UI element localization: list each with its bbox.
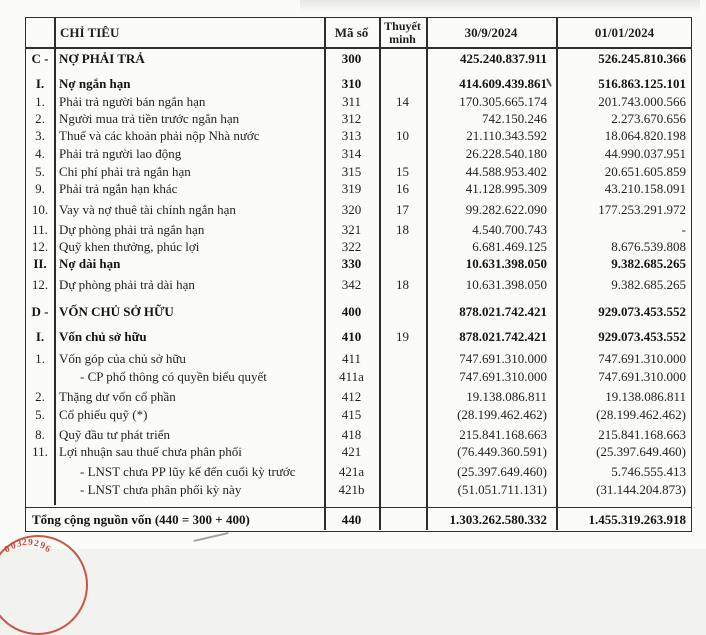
row-code: 330 bbox=[341, 256, 362, 271]
row-label bbox=[26, 368, 54, 385]
row-code: 411 bbox=[341, 351, 362, 366]
row-label: 8. bbox=[35, 427, 45, 442]
row-value-current: (25.397.649.460) bbox=[457, 464, 547, 479]
row-value-start: (28.199.462.462) bbox=[596, 407, 686, 422]
row-note: 14 bbox=[396, 94, 409, 109]
row-title: Vay và nợ thuê tài chính ngắn hạn bbox=[59, 202, 236, 217]
row-value-start: 177.253.291.972 bbox=[598, 202, 686, 217]
row-code: 410 bbox=[341, 329, 362, 344]
row-value-current: 414.609.439.861 bbox=[459, 76, 547, 91]
table-row bbox=[26, 481, 691, 498]
row-label: 2. bbox=[35, 389, 45, 404]
row-value-start: 526.245.810.366 bbox=[598, 51, 686, 66]
row-value-current: 878.021.742.421 bbox=[459, 304, 547, 319]
table-row bbox=[26, 238, 691, 255]
row-label: 1. bbox=[35, 94, 45, 109]
row-note bbox=[379, 75, 426, 92]
row-title: VỐN CHỦ SỞ HỮU bbox=[59, 304, 174, 319]
row-value-start: 9.382.685.265 bbox=[611, 256, 686, 271]
row-note bbox=[379, 255, 426, 272]
row-value-start: 18.064.820.198 bbox=[604, 128, 686, 143]
row-label: I. bbox=[35, 329, 45, 344]
row-note bbox=[379, 426, 426, 443]
row-value-start: 929.073.453.552 bbox=[598, 304, 686, 319]
row-label: 11. bbox=[32, 222, 48, 237]
row-value-current: 10.631.398.050 bbox=[465, 256, 547, 271]
row-code: 322 bbox=[341, 239, 362, 254]
row-note bbox=[379, 145, 426, 162]
row-value-current: 878.021.742.421 bbox=[459, 329, 547, 344]
table-row bbox=[26, 276, 691, 293]
row-title: Người mua trả tiền trước ngắn hạn bbox=[59, 111, 240, 126]
row-value-start: 516.863.125.101 bbox=[598, 76, 686, 91]
row-title: Thuế và các khoản phải nộp Nhà nước bbox=[59, 128, 260, 143]
row-label: 9. bbox=[35, 181, 45, 196]
row-title: Chi phí phải trả ngắn hạn bbox=[59, 164, 191, 179]
row-code: 415 bbox=[341, 407, 362, 422]
row-title: Nợ ngắn hạn bbox=[59, 76, 131, 91]
row-title: Vốn chủ sở hữu bbox=[59, 329, 147, 344]
row-note bbox=[379, 368, 426, 385]
header-criteria: CHỈ TIÊU bbox=[60, 25, 120, 40]
row-title: Phải trả ngắn hạn khác bbox=[59, 181, 178, 196]
row-label bbox=[26, 463, 54, 480]
row-value-current: 19.138.086.811 bbox=[466, 389, 547, 404]
row-label: 3. bbox=[35, 128, 45, 143]
scan-smudge bbox=[300, 0, 700, 12]
table-row bbox=[26, 443, 691, 460]
total-row bbox=[26, 507, 691, 532]
row-code: 311 bbox=[341, 94, 362, 109]
row-code: 421 bbox=[341, 444, 362, 459]
row-label: D - bbox=[31, 304, 49, 319]
row-title: Phải trả người bán ngắn hạn bbox=[59, 94, 206, 109]
red-stamp-digits: 0 0 3 2 9 2 9 6 bbox=[3, 537, 53, 556]
table-row bbox=[26, 328, 691, 345]
table-row bbox=[26, 93, 691, 110]
row-code: 315 bbox=[341, 164, 362, 179]
row-title: NỢ PHẢI TRẢ bbox=[59, 51, 145, 66]
row-label: 4. bbox=[35, 146, 45, 161]
row-value-start: 9.382.685.265 bbox=[611, 277, 686, 292]
row-label: 1. bbox=[35, 351, 45, 366]
table-row bbox=[26, 201, 691, 218]
row-value-start: 747.691.310.000 bbox=[598, 351, 686, 366]
row-title: - LNST chưa PP lũy kế đến cuối kỳ trước bbox=[80, 464, 296, 479]
row-note: 10 bbox=[396, 128, 409, 143]
row-value-current: 41.128.995.309 bbox=[465, 181, 547, 196]
total-code: 440 bbox=[341, 511, 362, 527]
row-label: 11. bbox=[32, 444, 48, 459]
row-code: 321 bbox=[341, 222, 362, 237]
table-row bbox=[26, 110, 691, 127]
table-row bbox=[26, 75, 691, 92]
row-label: II. bbox=[33, 256, 47, 271]
row-note: 15 bbox=[396, 164, 409, 179]
table-row bbox=[26, 368, 691, 385]
row-code: 342 bbox=[341, 277, 362, 292]
table-row bbox=[26, 463, 691, 480]
row-value-start: 44.990.037.951 bbox=[604, 146, 686, 161]
row-value-start: 201.743.000.566 bbox=[598, 94, 686, 109]
table-row bbox=[26, 303, 691, 320]
table-row bbox=[26, 50, 691, 67]
table-row bbox=[26, 426, 691, 443]
row-value-start: - bbox=[681, 222, 686, 237]
row-value-current: (76.449.360.591) bbox=[457, 444, 547, 459]
table-row bbox=[26, 221, 691, 238]
row-value-start: 19.138.086.811 bbox=[605, 389, 686, 404]
header-period-start: 01/01/2024 bbox=[594, 25, 655, 40]
table-row bbox=[26, 145, 691, 162]
row-value-current: (51.051.711.131) bbox=[457, 482, 547, 497]
row-title: Cổ phiếu quỹ (*) bbox=[59, 407, 148, 422]
row-note: 17 bbox=[396, 202, 409, 217]
row-value-current: 6.681.469.125 bbox=[472, 239, 547, 254]
row-note bbox=[379, 443, 426, 460]
row-note bbox=[379, 481, 426, 498]
row-value-start: 5.746.555.413 bbox=[611, 464, 686, 479]
row-value-current: 742.150.246 bbox=[482, 111, 547, 126]
row-note bbox=[379, 50, 426, 67]
row-value-current: 215.841.168.663 bbox=[459, 427, 547, 442]
row-label: 12. bbox=[31, 239, 49, 254]
row-title: Dự phòng phải trả dài hạn bbox=[59, 277, 195, 292]
row-value-current: 170.305.665.174 bbox=[459, 94, 547, 109]
row-label: 12. bbox=[31, 277, 49, 292]
row-title: Quỹ khen thưởng, phúc lợi bbox=[59, 239, 200, 254]
table-row bbox=[26, 388, 691, 405]
row-value-start: 8.676.539.808 bbox=[611, 239, 686, 254]
row-note bbox=[379, 303, 426, 320]
row-code: 310 bbox=[341, 76, 362, 91]
row-code: 412 bbox=[341, 389, 362, 404]
table-body bbox=[26, 18, 691, 505]
row-value-current: 99.282.622.090 bbox=[465, 202, 547, 217]
row-note: 18 bbox=[396, 222, 409, 237]
row-value-current: 10.631.398.050 bbox=[465, 277, 547, 292]
row-code: 421b bbox=[338, 482, 365, 497]
row-note: 16 bbox=[396, 181, 409, 196]
row-title: Vốn góp của chủ sở hữu bbox=[59, 351, 186, 366]
row-label: 2. bbox=[35, 111, 45, 126]
row-title: Thặng dư vốn cổ phần bbox=[59, 389, 176, 404]
row-note bbox=[379, 350, 426, 367]
row-code: 411a bbox=[339, 369, 364, 384]
row-code: 300 bbox=[341, 51, 362, 66]
row-note bbox=[379, 388, 426, 405]
row-code: 320 bbox=[341, 202, 362, 217]
row-title: Dự phòng phải trả ngắn hạn bbox=[59, 222, 205, 237]
row-value-current: 747.691.310.000 bbox=[459, 369, 547, 384]
row-note bbox=[379, 238, 426, 255]
row-value-current: (28.199.462.462) bbox=[457, 407, 547, 422]
row-value-current: 747.691.310.000 bbox=[459, 351, 547, 366]
row-code: 319 bbox=[341, 181, 362, 196]
total-value-start: 1.455.319.263.918 bbox=[588, 511, 686, 527]
row-code: 314 bbox=[341, 146, 362, 161]
table-row bbox=[26, 127, 691, 144]
table-row bbox=[26, 180, 691, 197]
row-label: I. bbox=[35, 76, 45, 91]
row-code: 312 bbox=[341, 111, 362, 126]
row-note bbox=[379, 463, 426, 480]
table-row bbox=[26, 255, 691, 272]
row-value-start: 747.691.310.000 bbox=[598, 369, 686, 384]
row-value-current: 44.588.953.402 bbox=[465, 164, 547, 179]
row-note: 19 bbox=[396, 329, 409, 344]
row-title: Phải trả người lao động bbox=[59, 146, 182, 161]
row-code: 313 bbox=[341, 128, 362, 143]
row-value-current: 4.540.700.743 bbox=[472, 222, 547, 237]
row-title: Quỹ đầu tư phát triển bbox=[59, 427, 171, 442]
table-row bbox=[26, 163, 691, 180]
row-label: 10. bbox=[31, 202, 49, 217]
row-code: 400 bbox=[341, 304, 362, 319]
row-title: Nợ dài hạn bbox=[59, 256, 121, 271]
row-value-current: 26.228.540.180 bbox=[465, 146, 547, 161]
header-note-line2: minh bbox=[389, 32, 416, 46]
row-value-start: 43.210.158.091 bbox=[604, 181, 686, 196]
row-value-current: 21.110.343.592 bbox=[466, 128, 547, 143]
row-code: 421a bbox=[338, 464, 365, 479]
row-label: 5. bbox=[35, 407, 45, 422]
row-note bbox=[379, 110, 426, 127]
row-title: - LNST chưa phân phối kỳ này bbox=[80, 482, 242, 497]
total-value-current: 1.303.262.580.332 bbox=[449, 511, 547, 527]
table-row bbox=[26, 406, 691, 423]
balance-sheet-table bbox=[25, 17, 692, 532]
header-note-line1: Thuyết bbox=[384, 19, 421, 33]
row-value-start: (25.397.649.460) bbox=[596, 444, 686, 459]
row-label bbox=[26, 481, 54, 498]
total-title: Tổng cộng nguồn vốn (440 = 300 + 400) bbox=[32, 511, 250, 527]
row-value-start: 929.073.453.552 bbox=[598, 329, 686, 344]
row-value-start: 20.651.605.859 bbox=[604, 164, 686, 179]
row-value-start: (31.144.204.873) bbox=[596, 482, 686, 497]
row-label: 5. bbox=[35, 164, 45, 179]
row-note bbox=[379, 406, 426, 423]
header-code: Mã số bbox=[334, 25, 369, 40]
row-title: - CP phổ thông có quyền biểu quyết bbox=[80, 369, 267, 384]
row-code: 418 bbox=[341, 427, 362, 442]
header-period-current: 30/9/2024 bbox=[464, 25, 518, 40]
row-value-start: 2.273.670.656 bbox=[611, 111, 686, 126]
row-value-start: 215.841.168.663 bbox=[598, 427, 686, 442]
pen-stroke-mark bbox=[193, 532, 229, 542]
table-row bbox=[26, 350, 691, 367]
row-title: Lợi nhuận sau thuế chưa phân phối bbox=[59, 444, 242, 459]
row-label: C - bbox=[31, 51, 49, 66]
row-value-current: 425.240.837.911 bbox=[459, 51, 547, 66]
row-note: 18 bbox=[396, 277, 409, 292]
